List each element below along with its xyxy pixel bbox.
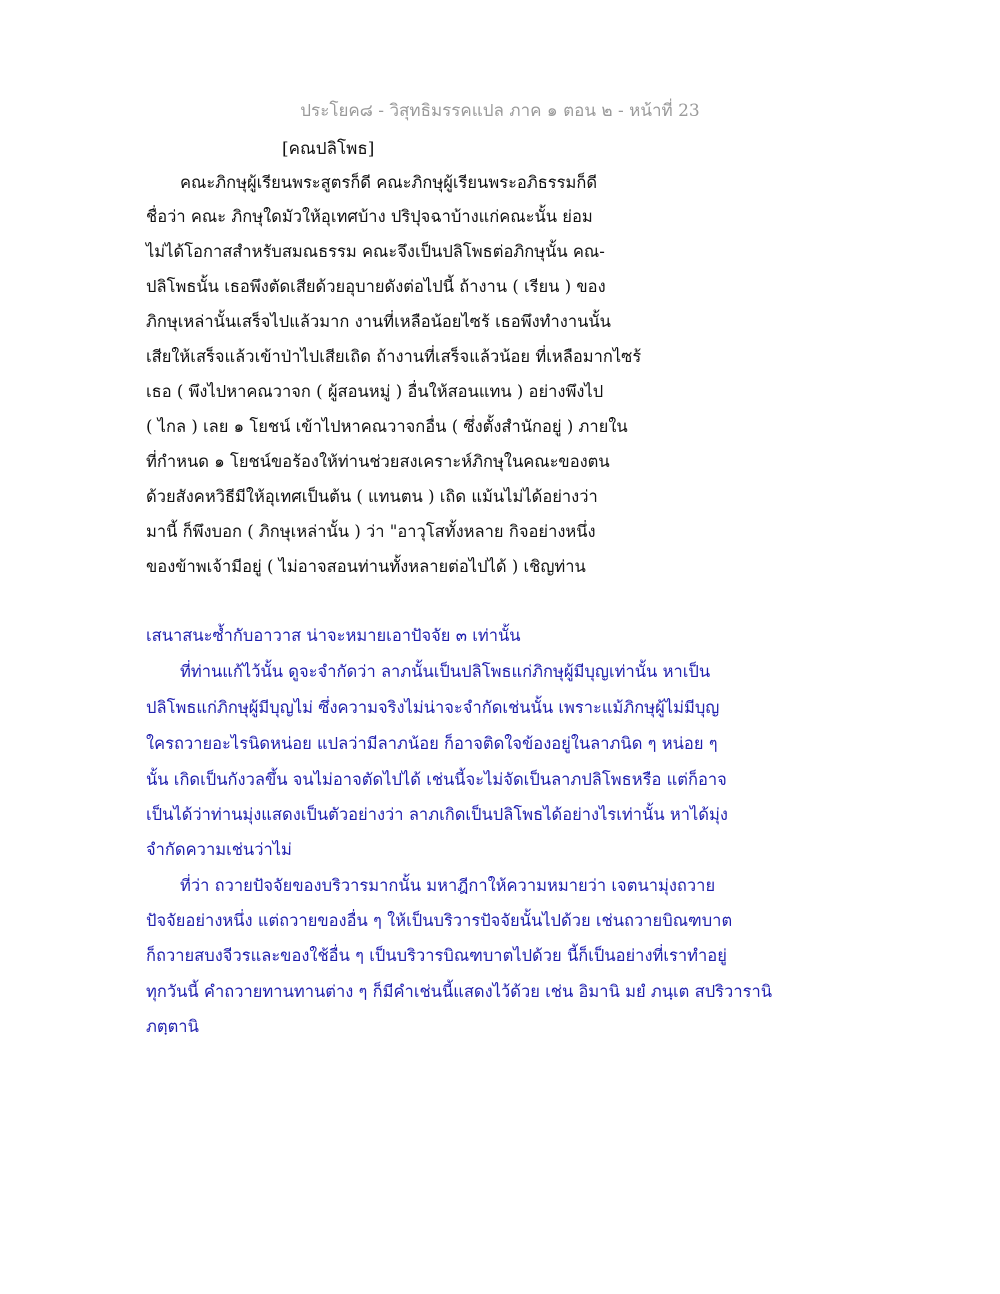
translation-line: ด้วยสังคหวิธีมีให้อุเทศเป็นต้น ( แทนตน ) เถิด แม้นไม่ได้อย่างว่า	[146, 487, 598, 506]
commentary-line: ปลิโพธแก่ภิกษุผู้มีบุญไม่ ซึ่งความจริงไม่น่าจะจำกัดเช่นนั้น เพราะแม้ภิกษุผู้ไม่มีบุญ	[146, 698, 720, 717]
commentary-line: ภตฺตานิ	[146, 1017, 199, 1036]
translation-line: คณะภิกษุผู้เรียนพระสูตรก็ดี คณะภิกษุผู้เรียนพระอภิธรรมก็ดี	[180, 173, 598, 192]
translation-line: เธอ ( พึงไปหาคณวาจก ( ผู้สอนหมู่ ) อื่นให้สอนแทน ) อย่างพึงไป	[146, 382, 604, 401]
commentary-line: เสนาสนะซ้ำกับอาวาส น่าจะหมายเอาปัจจัย ๓ เท่านั้น	[146, 626, 521, 645]
commentary-line: ปัจจัยอย่างหนึ่ง แต่ถวายของอื่น ๆ ให้เป็นบริวารปัจจัยนั้นไปด้วย เช่นถวายบิณฑบาต	[146, 911, 733, 930]
translation-line: ของข้าพเจ้ามีอยู่ ( ไม่อาจสอนท่านทั้งหลายต่อไปได้ ) เชิญท่าน	[146, 557, 586, 576]
commentary-line: ก็ถวายสบงจีวรและของใช้อื่น ๆ เป็นบริวารบิณฑบาตไปด้วย นี้ก็เป็นอย่างที่เราทำอยู่	[146, 946, 727, 965]
translation-line: ( ไกล ) เลย ๑ โยชน์ เข้าไปหาคณวาจกอื่น ( ซึ่งตั้งสำนักอยู่ ) ภายใน	[146, 417, 628, 436]
commentary-line: นั้น เกิดเป็นกังวลขึ้น จนไม่อาจตัดไปได้ เช่นนี้จะไม่จัดเป็นลาภปลิโพธหรือ แต่ก็อาจ	[146, 770, 727, 789]
translation-line: ปลิโพธนั้น เธอพึงตัดเสียด้วยอุบายดังต่อไปนี้ ถ้างาน ( เรียน ) ของ	[146, 277, 606, 296]
commentary-line: ทุกวันนี้ คำถวายทานทานต่าง ๆ ก็มีคำเช่นนี้แสดงไว้ด้วย เช่น อิมานิ มยํ ภนฺเต สปริวารานิ	[146, 982, 772, 1001]
translation-line: ที่กำหนด ๑ โยชน์ขอร้องให้ท่านช่วยสงเคราะห์ภิกษุในคณะของตน	[146, 452, 610, 471]
translation-line: เสียให้เสร็จแล้วเข้าป่าไปเสียเถิด ถ้างานที่เสร็จแล้วน้อย ที่เหลือมากไซร้	[146, 347, 642, 366]
page-header: ประโยค๘ - วิสุทธิมรรคแปล ภาค ๑ ตอน ๒ - หน้าที่ 23	[300, 101, 700, 121]
commentary-line: ที่ท่านแก้ไว้นั้น ดูจะจำกัดว่า ลาภนั้นเป็นปลิโพธแก่ภิกษุผู้มีบุญเท่านั้น หาเป็น	[180, 662, 711, 681]
commentary-line: ที่ว่า ถวายปัจจัยของบริวารมากนั้น มหาฎีกาให้ความหมายว่า เจตนามุ่งถวาย	[180, 876, 716, 895]
translation-line: มานี้ ก็พึงบอก ( ภิกษุเหล่านั้น ) ว่า "อาวุโสทั้งหลาย กิจอย่างหนึ่ง	[146, 522, 596, 541]
commentary-line: จำกัดความเช่นว่าไม่	[146, 840, 292, 859]
section-heading: [คณปลิโพธ]	[282, 139, 375, 159]
translation-line: ไม่ได้โอกาสสำหรับสมณธรรม คณะจึงเป็นปลิโพธต่อภิกษุนั้น คณ-	[146, 242, 605, 261]
translation-line: ภิกษุเหล่านั้นเสร็จไปแล้วมาก งานที่เหลือน้อยไซร้ เธอพึงทำงานนั้น	[146, 312, 611, 331]
commentary-line: ใครถวายอะไรนิดหน่อย แปลว่ามีลาภน้อย ก็อาจติดใจข้องอยู่ในลาภนิด ๆ หน่อย ๆ	[146, 734, 718, 753]
translation-line: ชื่อว่า คณะ ภิกษุใดมัวให้อุเทศบ้าง ปริปุจฉาบ้างแก่คณะนั้น ย่อม	[146, 207, 593, 226]
commentary-line: เป็นได้ว่าท่านมุ่งแสดงเป็นตัวอย่างว่า ลาภเกิดเป็นปลิโพธได้อย่างไรเท่านั้น หาได้มุ่ง	[146, 805, 728, 824]
